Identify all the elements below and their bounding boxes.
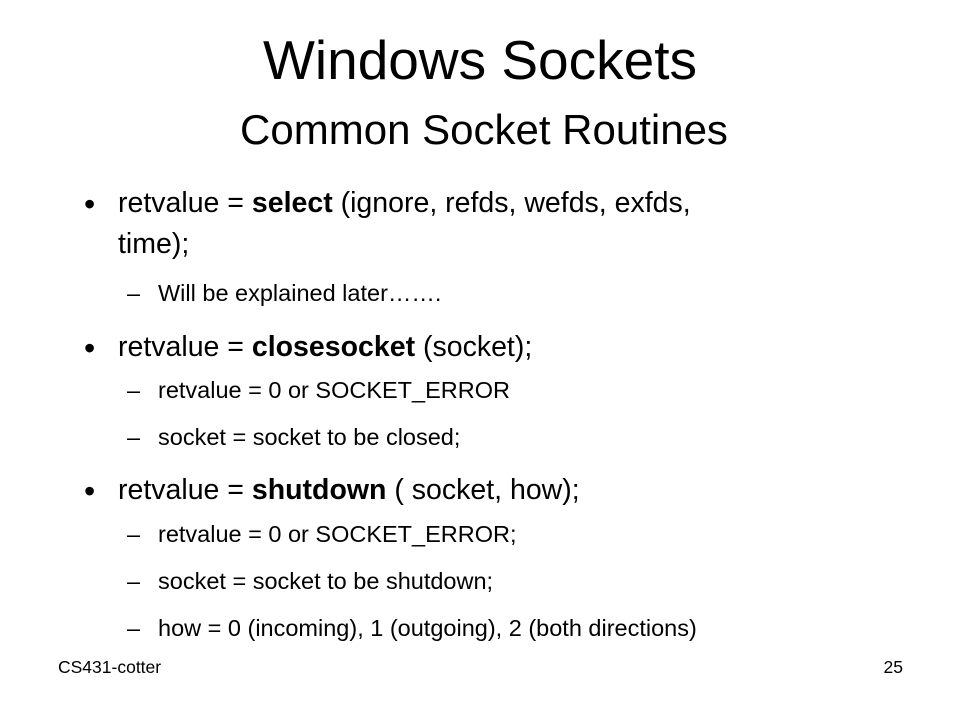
bullet-marker: •	[84, 186, 96, 222]
sub-bullet-shutdown-retvalue: retvalue = 0 or SOCKET_ERROR;	[158, 521, 517, 547]
slide-subtitle: Common Socket Routines	[240, 106, 728, 153]
bullet-select-function: select	[251, 187, 333, 219]
footer-page-number: 25	[883, 657, 903, 677]
bullet-closesocket-function: closesocket	[251, 331, 416, 363]
sub-bullet-marker: –	[127, 424, 141, 450]
sub-bullet-marker: –	[127, 521, 141, 547]
bullet-select-line1	[118, 183, 691, 223]
sub-bullet-shutdown-socket: socket = socket to be shutdown;	[158, 568, 494, 594]
bullet-shutdown-function: shutdown	[251, 474, 387, 506]
sub-bullet-select-note: Will be explained later…….	[158, 280, 442, 306]
bullet-shutdown	[118, 470, 580, 510]
bullet-closesocket	[118, 327, 532, 367]
bullet-shutdown-args: ( socket, how);	[386, 474, 580, 506]
sub-bullet-closesocket-socket: socket = socket to be closed;	[158, 424, 461, 450]
sub-bullet-marker: –	[127, 377, 141, 403]
footer-course-label: CS431-cotter	[58, 657, 162, 677]
sub-bullet-shutdown-how: how = 0 (incoming), 1 (outgoing), 2 (both directions)	[158, 615, 697, 641]
bullet-marker: •	[84, 330, 96, 366]
bullet-closesocket-args: (socket);	[415, 331, 533, 363]
sub-bullet-marker: –	[127, 615, 141, 641]
bullet-select-args: (ignore, refds, wefds, exfds,	[332, 187, 691, 219]
sub-bullet-marker: –	[127, 280, 141, 306]
sub-bullet-marker: –	[127, 568, 141, 594]
bullet-shutdown-prefix: retvalue =	[118, 474, 252, 506]
slide-title: Windows Sockets	[262, 29, 698, 91]
bullet-closesocket-prefix: retvalue =	[118, 331, 252, 363]
bullet-marker: •	[84, 473, 96, 509]
bullet-select-prefix: retvalue =	[118, 187, 252, 219]
bullet-select-line2: time);	[118, 228, 190, 260]
sub-bullet-closesocket-retvalue: retvalue = 0 or SOCKET_ERROR	[158, 377, 510, 403]
